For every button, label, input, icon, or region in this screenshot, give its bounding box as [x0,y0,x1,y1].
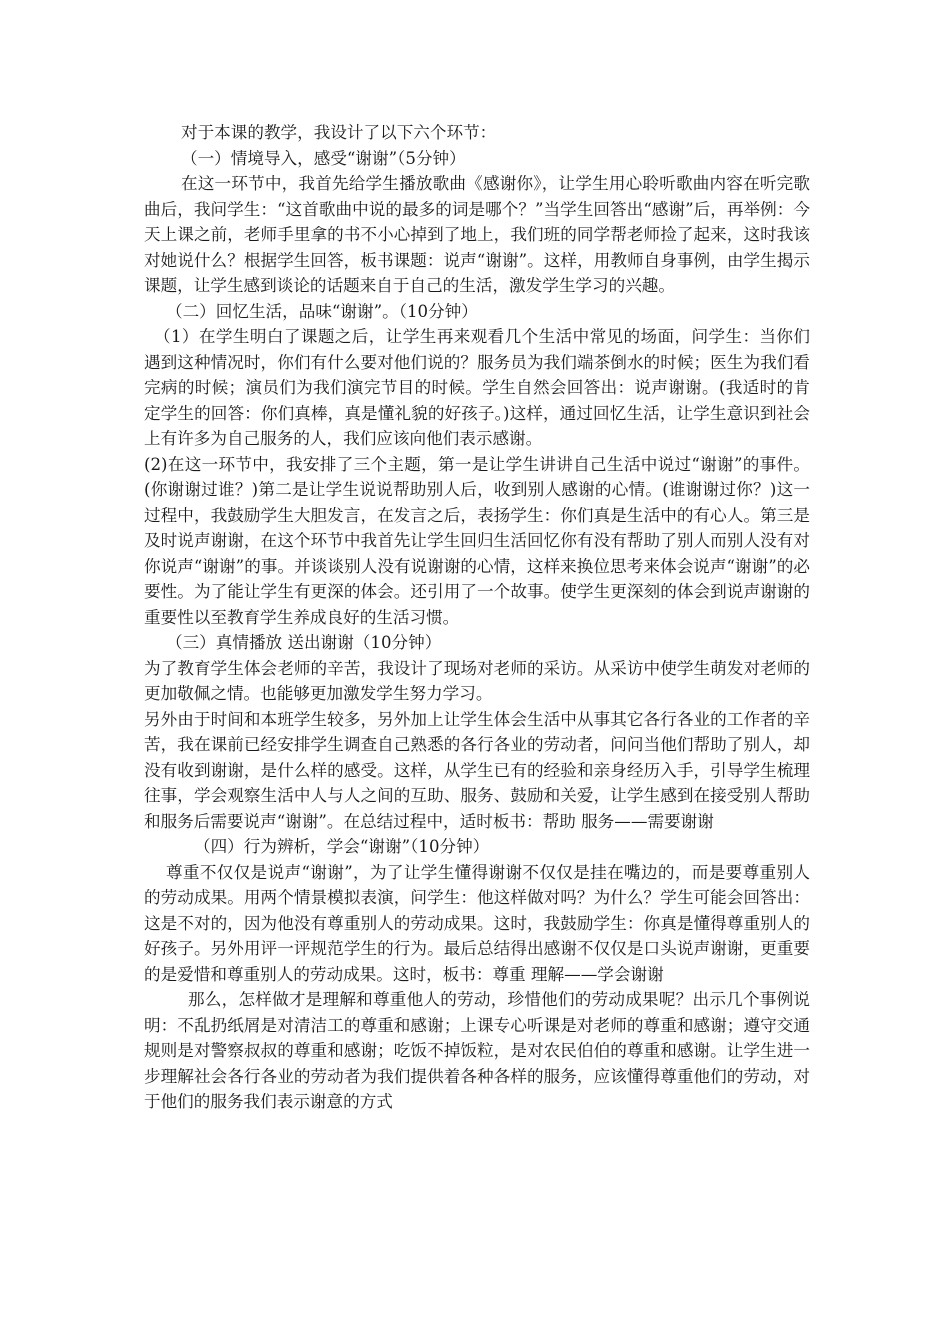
section-3-paragraph-2: 另外由于时间和本班学生较多，另外加上让学生体会生活中从事其它各行各业的工作者的辛苦，我在课前已经安排学生调查自己熟悉的各行各业的劳动者，问问当他们帮助了别人，却没有收到谢谢，是什么样的感受。这样，从学生已有的经验和亲身经历入手，引导学生梳理往事，学会观察生活中人与人之间的互助、服务、鼓励和关爱，让学生感到在接受别人帮助和服务后需要说声“谢谢”。在总结过程中，适时板书：帮助 服务——需要谢谢 [144,709,810,831]
section-4-paragraph-2: 那么，怎样做才是理解和尊重他人的劳动，珍惜他们的劳动成果呢？出示几个事例说明：不乱扔纸屑是对清洁工的尊重和感谢；上课专心听课是对老师的尊重和感谢；遵守交通规则是对警察叔叔的尊重和感谢；吃饭不掉饭粒，是对农民伯伯的尊重和感谢。让学生进一步理解社会各行各业的劳动者为我们提供着各种各样的服务，应该懂得尊重他们的劳动，对于他们的服务我们表示谢意的方式 [144,990,810,1111]
section-heading-2: （二）回忆生活，品味“谢谢”。（10分钟） [166,301,478,321]
section-2-paragraph-1: （1）在学生明白了课题之后，让学生再来观看几个生活中常见的场面，问学生：当你们遇到这种情况时，你们有什么要对他们说的？服务员为我们端茶倒水的时候；医生为我们看完病的时候；演员们为我们演完节目的时候。学生自然会回答出：说声谢谢。(我适时的肯定学生的回答：你们真棒，真是懂礼貌的好孩子。)这样，通过回忆生活，让学生意识到社会上有许多为自己服务的人，我们应该向他们表示感谢。 [144,327,810,448]
document-page [144,120,810,1115]
section-1-body: 在这一环节中，我首先给学生播放歌曲《感谢你》，让学生用心聆听歌曲内容在听完歌曲后，我问学生：“这首歌曲中说的最多的词是哪个？”当学生回答出“感谢”后，再举例：今天上课之前，老师手里拿的书不小心掉到了地上，我们班的同学帮老师捡了起来，这时我该对她说什么？根据学生回答，板书课题：说声“谢谢”。这样，用教师自身事例，由学生揭示课题，让学生感到谈论的话题来自于自己的生活，激发学生学习的兴趣。 [144,174,810,295]
section-2-paragraph-2: (2)在这一环节中，我安排了三个主题，第一是让学生讲讲自己生活中说过“谢谢”的事件。(你谢谢过谁？)第二是让学生说说帮助别人后，收到别人感谢的心情。(谁谢谢过你？)这一过程中，我鼓励学生大胆发言，在发言之后，表扬学生：你们真是生活中的有心人。第三是及时说声谢谢，在这个环节中我首先让学生回归生活回忆你有没有帮助了别人而别人没有对你说声“谢谢”的事。并谈谈别人没有说谢谢的心情，这样来换位思考来体会说声“谢谢”的必要性。为了能让学生有更深的体会。还引用了一个故事。使学生更深刻的体会到说声谢谢的重要性以至教育学生养成良好的生活习惯。 [144,454,810,627]
section-3-paragraph-1: 为了教育学生体会老师的辛苦，我设计了现场对老师的采访。从采访中使学生萌发对老师的更加敬佩之情。也能够更加激发学生努力学习。 [144,658,810,703]
section-4-paragraph-1: 尊重不仅仅是说声“谢谢”，为了让学生懂得谢谢不仅仅是挂在嘴边的，而是要尊重别人的劳动成果。用两个情景模拟表演，问学生：他这样做对吗？为什么？学生可能会回答出：这是不对的，因为他没有尊重别人的劳动成果。这时，我鼓励学生：你真是懂得尊重别人的好孩子。另外用评一评规范学生的行为。最后总结得出感谢不仅仅是口头说声谢谢，更重要的是爱惜和尊重别人的劳动成果。这时，板书：尊重 理解——学会谢谢 [144,862,810,984]
section-heading-4: （四）行为辨析，学会“谢谢”（10分钟） [194,837,490,856]
section-heading-1: （一）情境导入，感受“谢谢”（5分钟） [181,148,466,168]
intro-paragraph: 对于本课的教学，我设计了以下六个环节： [181,123,497,142]
section-heading-3: （三）真情播放 送出谢谢（10分钟） [166,633,442,652]
